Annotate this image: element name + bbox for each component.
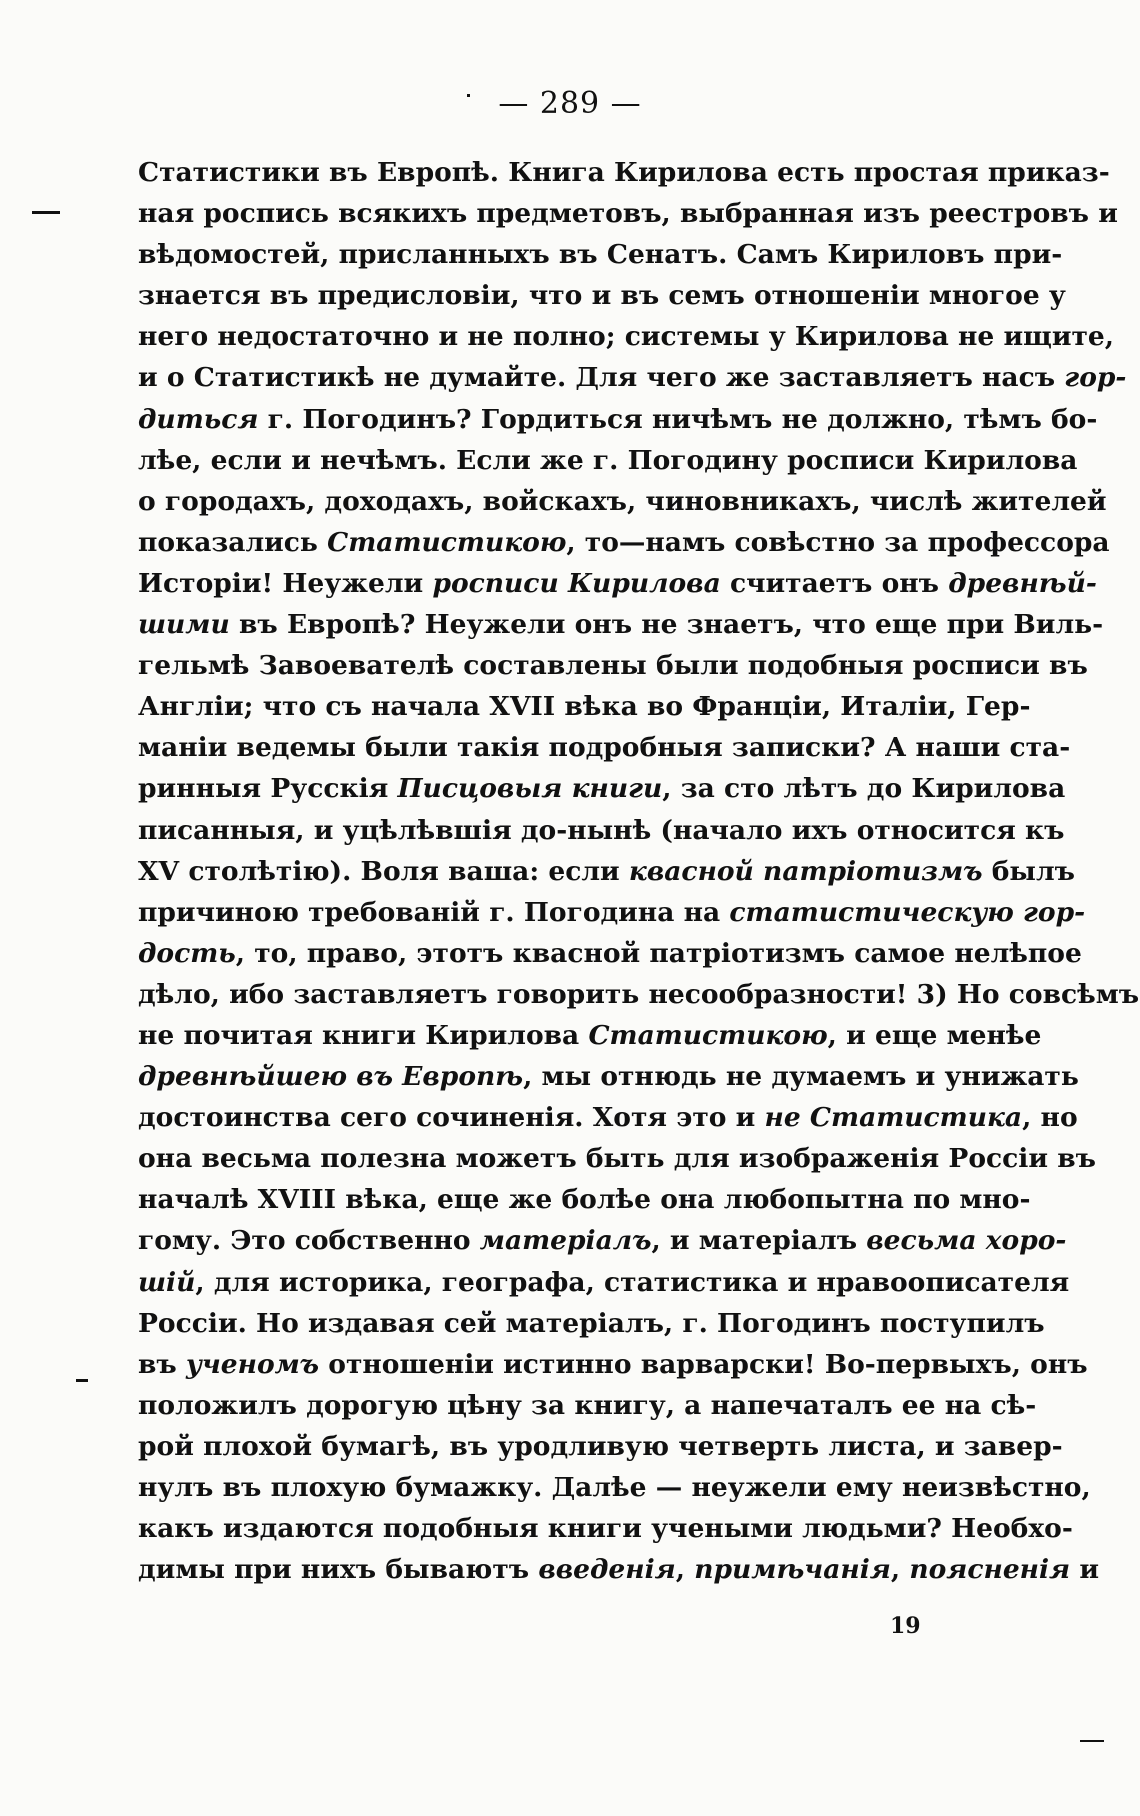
text-line (138, 686, 1031, 727)
scan-mark-margin (76, 1379, 88, 1382)
text-line (138, 563, 1097, 604)
text-line (138, 152, 1110, 193)
page-number: — 289 — (498, 86, 642, 121)
printer-signature: 19 (890, 1613, 921, 1639)
text-run: , и еще менѣе (827, 1019, 1042, 1051)
text-line (138, 1467, 1091, 1508)
text-line (138, 357, 1127, 398)
text-run: Исторіи! Неужели (138, 567, 433, 599)
text-line (138, 1508, 1073, 1549)
text-line (138, 604, 1104, 645)
text-line (138, 892, 1086, 933)
text-line (138, 1549, 1100, 1590)
text-line (138, 193, 1118, 234)
italic-text: росписи Кирилова (432, 567, 721, 599)
text-run: , мы отнюдь не думаемъ и унижать (523, 1061, 1079, 1093)
text-line (138, 727, 1071, 768)
text-line (138, 1344, 1088, 1385)
italic-text: Статистикою (588, 1019, 828, 1051)
text-run: былъ (982, 855, 1075, 887)
text-line (138, 974, 1140, 1015)
text-run: въ (138, 1348, 186, 1380)
italic-text: Статистикою (327, 526, 567, 558)
text-run: XV столѣтію). Воля ваша: если (138, 855, 629, 887)
text-run: него недостаточно и не полно; системы у Кирилова не ищите, (138, 321, 1114, 353)
italic-text: ученомъ (185, 1348, 320, 1380)
text-line (138, 933, 1082, 974)
text-run: и о Статистикѣ не думайте. Для чего же заставляетъ насъ (138, 362, 1065, 394)
text-run: причиною требованій г. Погодина на (138, 896, 730, 928)
text-run: знается въ предисловіи, что и въ семъ отношеніи многое у (138, 280, 1066, 312)
italic-text: диться (138, 403, 259, 435)
text-run: нулъ въ плохую бумажку. Далѣе — неужели ему неизвѣстно, (138, 1472, 1091, 1503)
text-run: показались (138, 526, 328, 558)
text-run: , то—намъ совѣстно за профессора (566, 526, 1110, 558)
italic-text: поясненія (909, 1554, 1071, 1586)
text-line (138, 1015, 1042, 1056)
text-run: , и матеріалъ (651, 1225, 867, 1257)
scan-mark-dot (467, 94, 470, 97)
text-run: вѣдомостей, присланныхъ въ Сенатъ. Самъ Кириловъ при- (138, 239, 1063, 271)
text-run: Россіи. Но издавая сей матеріалъ, г. Погодинъ поступилъ (138, 1307, 1045, 1339)
text-line (138, 1303, 1045, 1344)
text-run: въ Европѣ? Неужели онъ не знаетъ, что еще при Виль- (229, 609, 1104, 641)
text-line (138, 440, 1078, 481)
text-run: писанныя, и уцѣлѣвшія до-нынѣ (начало ихъ относится къ (138, 814, 1065, 846)
italic-text: шими (138, 609, 230, 641)
text-line (138, 1426, 1063, 1467)
text-run: , (675, 1554, 695, 1586)
text-line (138, 316, 1114, 357)
italic-text: введенія (538, 1554, 676, 1586)
italic-text: дость (138, 937, 236, 969)
text-run: , но (1022, 1102, 1078, 1134)
text-run: , (890, 1554, 910, 1586)
text-run: и (1070, 1554, 1100, 1586)
text-run: гому. Это собственно (138, 1225, 480, 1257)
text-run: ринныя Русскія (138, 773, 398, 805)
scan-mark-left (32, 211, 60, 214)
text-run: ная роспись всякихъ предметовъ, выбранная изъ реестровъ и (138, 198, 1118, 230)
italic-text: древнѣй- (948, 567, 1097, 599)
italic-text: весьма хоро- (866, 1225, 1067, 1257)
italic-text: квасной патріотизмъ (628, 855, 983, 887)
text-line (138, 810, 1065, 851)
text-line (138, 481, 1107, 522)
text-run: , за сто лѣтъ до Кирилова (662, 773, 1066, 805)
text-run: она весьма полезна можетъ быть для изображенія Россіи въ (138, 1143, 1096, 1175)
text-line (138, 275, 1066, 316)
italic-text: матеріалъ (479, 1225, 652, 1257)
italic-text: примѣчанія (694, 1554, 891, 1586)
text-line (138, 399, 1098, 440)
text-run: положилъ дорогую цѣну за книгу, а напечаталъ ее на сѣ- (138, 1389, 1037, 1421)
italic-text: древнѣйшею въ Европѣ (138, 1061, 524, 1093)
text-run: рой плохой бумагѣ, въ уродливую четверть листа, и завер- (138, 1430, 1063, 1462)
italic-text: статистическую гор- (729, 896, 1086, 928)
text-line (138, 645, 1088, 686)
text-run: маніи ведемы были такія подробныя записки? А наши ста- (138, 732, 1071, 764)
text-line (138, 851, 1075, 892)
text-run: Англіи; что съ начала XVII вѣка во Франціи, Италіи, Гер- (138, 691, 1031, 723)
italic-text: Писцовыя книги (397, 773, 663, 805)
text-line (138, 1056, 1079, 1097)
text-line (138, 1220, 1067, 1261)
text-run: не почитая книги Кирилова (138, 1019, 589, 1051)
text-run: о городахъ, доходахъ, войскахъ, чиновникахъ, числѣ жителей (138, 485, 1107, 517)
text-line (138, 768, 1066, 809)
text-run: димы при нихъ бываютъ (138, 1554, 539, 1586)
text-run: г. Погодинъ? Гордиться ничѣмъ не должно, тѣмъ бо- (258, 403, 1098, 435)
text-run: лѣе, если и нечѣмъ. Если же г. Погодину росписи Кирилова (138, 444, 1078, 476)
italic-text: гор- (1064, 362, 1127, 394)
text-line (138, 1097, 1078, 1138)
text-line (138, 1138, 1096, 1179)
text-line (138, 1262, 1070, 1303)
text-run: , для историка, географа, статистика и нравоописателя (195, 1266, 1070, 1298)
text-run: гельмѣ Завоевателѣ составлены были подобныя росписи въ (138, 650, 1088, 682)
text-run: отношеніи истинно варварски! Во-первыхъ, онъ (319, 1348, 1088, 1380)
text-line (138, 1179, 1031, 1220)
text-run: считаетъ онъ (720, 567, 949, 599)
text-line (138, 1385, 1037, 1426)
italic-text: не Статистика (764, 1102, 1023, 1134)
text-line (138, 522, 1110, 563)
italic-text: шій (138, 1266, 196, 1298)
text-run: какъ издаются подобныя книги учеными людьми? Необхо- (138, 1513, 1073, 1545)
text-run: дѣло, ибо заставляетъ говорить несообразности! 3) Но совсѣмъ (138, 978, 1140, 1010)
text-line (138, 234, 1063, 275)
text-run: началѣ XVIII вѣка, еще же болѣе она любопытна по мно- (138, 1184, 1031, 1216)
body-text (138, 152, 1140, 1590)
text-run: , то, право, этотъ квасной патріотизмъ самое нелѣпое (235, 937, 1082, 969)
text-run: достоинства сего сочиненія. Хотя это и (138, 1102, 765, 1134)
text-run: Статистики въ Европѣ. Книга Кирилова есть простая приказ- (138, 157, 1110, 188)
scan-mark-bottom (1080, 1740, 1104, 1742)
